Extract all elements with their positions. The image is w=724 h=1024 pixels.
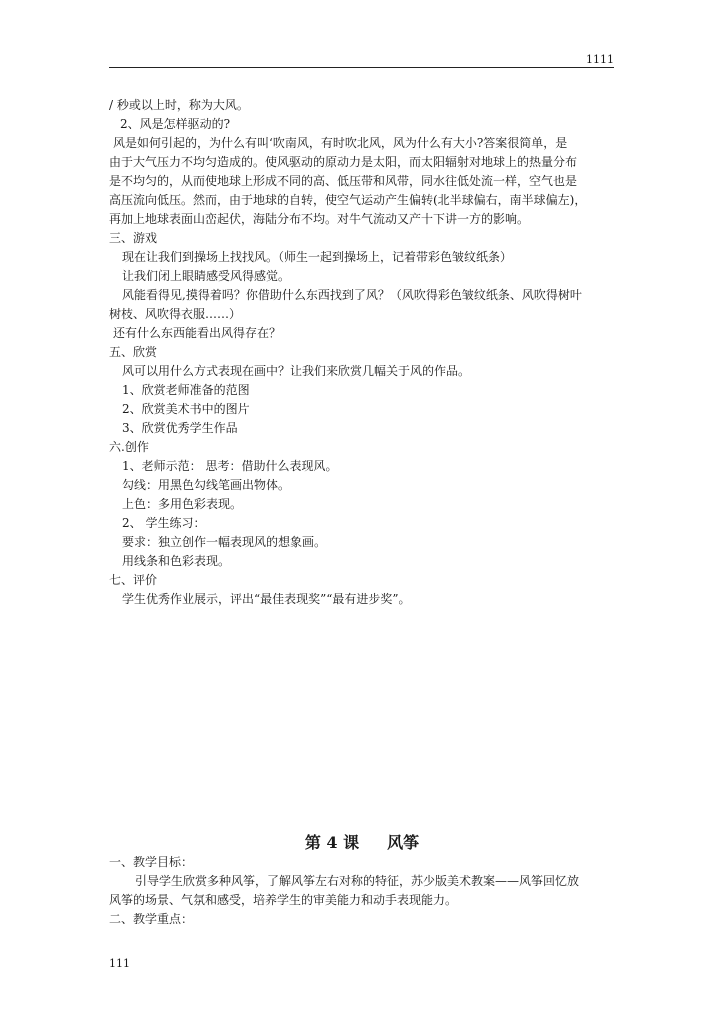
- section-heading-evaluation: 七、评价: [109, 573, 158, 587]
- lesson-title: [0, 832, 724, 854]
- list-item: 1、欣赏老师准备的范图: [122, 383, 250, 397]
- text-line: 风是如何引起的，为什么有叫‘吹南风，有时吹北风，风为什么有大小?答案很简单，是: [113, 136, 568, 150]
- text-line: 上色：多用色彩表现。: [122, 497, 243, 511]
- text-line: 树枝、风吹得衣服……）: [109, 307, 242, 321]
- text-line: 勾线：用黑色勾线笔画出物体。: [122, 478, 291, 492]
- text-line: 风能看得见,摸得着吗？你借助什么东西找到了风？（风吹得彩色皱纹纸条、风吹得树叶: [122, 288, 582, 302]
- text-line: 是不均匀的，从而使地球上形成不同的高、低压带和风带，同水往低处流一样，空气也是: [109, 174, 578, 188]
- text-line: 让我们闭上眼睛感受风得感觉。: [122, 269, 291, 283]
- text-line: 再加上地球表面山峦起伏，海陆分布不均。对牛气流动又产十下讲一方的影响。: [109, 212, 530, 226]
- page-header-number: 1111: [586, 53, 614, 66]
- text-line: 风筝的场景、气氛和感受，培养学生的审美能力和动手表现能力。: [109, 893, 458, 907]
- text-line: 风可以用什么方式表现在画中？让我们来欣赏几幅关于风的作品。: [122, 364, 471, 378]
- text-line: 还有什么东西能看出风得存在？: [113, 326, 282, 340]
- list-item: 3、欣赏优秀学生作品: [122, 421, 238, 435]
- document-body: [109, 96, 614, 609]
- list-item: 2、欣赏美术书中的图片: [122, 402, 250, 416]
- page-footer-number: 111: [109, 957, 130, 970]
- list-item: 2、 学生练习：: [122, 516, 206, 530]
- text-line: 学生优秀作业展示，评出“最佳表现奖”“最有进步奖”。: [122, 592, 411, 606]
- lesson-name: 风筝: [387, 833, 420, 852]
- text-line: 用线条和色彩表现。: [122, 554, 231, 568]
- text-line: / 秒或以上时，称为大风。: [109, 98, 249, 112]
- text-line: 由于大气压力不均匀造成的。使风驱动的原动力是太阳，而太阳辐射对地球上的热量分布: [109, 155, 578, 169]
- text-line: 现在让我们到操场上找找风。（师生一起到操场上，记着带彩色皱纹纸条）: [122, 250, 513, 264]
- text-line: 高压流向低压。然而，由于地球的自转，使空气运动产生偏转(北半球偏右，南半球偏左)，: [109, 193, 587, 207]
- section-heading-objectives: 一、教学目标：: [109, 855, 194, 869]
- section-subheading: 2、风是怎样驱动的?: [120, 117, 231, 131]
- lesson-body: [109, 853, 614, 929]
- text-line: 引导学生欣赏多种风筝，了解风筝左右对称的特征，苏少版美术教案——风筝回忆放: [135, 874, 580, 888]
- section-heading-appreciation: 五、欣赏: [109, 345, 158, 359]
- list-item: 1、老师示范： 思考：借助什么表现风。: [122, 459, 338, 473]
- lesson-number: 第 4 课: [304, 833, 360, 852]
- section-heading-game: 三、游戏: [109, 231, 158, 245]
- header-rule: [109, 67, 614, 68]
- text-line: 要求：独立创作一幅表现风的想象画。: [122, 535, 327, 549]
- section-heading-key-points: 二、教学重点：: [109, 912, 194, 926]
- section-heading-creation: 六.创作: [109, 440, 149, 454]
